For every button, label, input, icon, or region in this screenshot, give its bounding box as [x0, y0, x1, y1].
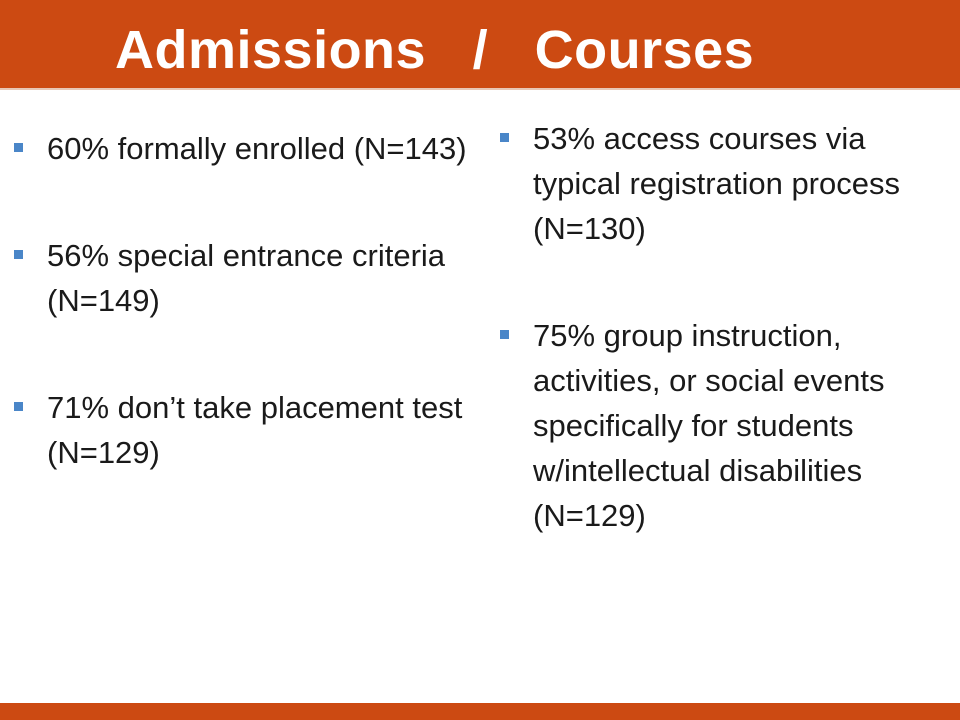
right-column: [498, 116, 950, 600]
slide-title: Admissions / Courses: [115, 20, 755, 80]
list-item-text: 53% access courses via typical registration process (N=130): [533, 121, 900, 246]
list-item: [12, 233, 482, 323]
list-item: [498, 313, 950, 538]
list-item-text: 60% formally enrolled (N=143): [47, 131, 467, 166]
list-item: [498, 116, 950, 251]
square-bullet-icon: [500, 330, 509, 339]
title-bar: [0, 0, 960, 90]
list-item-text: 56% special entrance criteria (N=149): [47, 238, 446, 318]
list-item: [12, 385, 482, 475]
list-item: [12, 126, 482, 171]
square-bullet-icon: [14, 143, 23, 152]
list-item-text: 71% don’t take placement test (N=129): [47, 390, 463, 470]
left-column: [12, 126, 482, 537]
list-item-text: 75% group instruction, activities, or social events specifically for students w/intellectual disabilities (N=129): [533, 318, 885, 533]
square-bullet-icon: [14, 402, 23, 411]
bottom-accent-bar: [0, 703, 960, 720]
square-bullet-icon: [14, 250, 23, 259]
square-bullet-icon: [500, 133, 509, 142]
